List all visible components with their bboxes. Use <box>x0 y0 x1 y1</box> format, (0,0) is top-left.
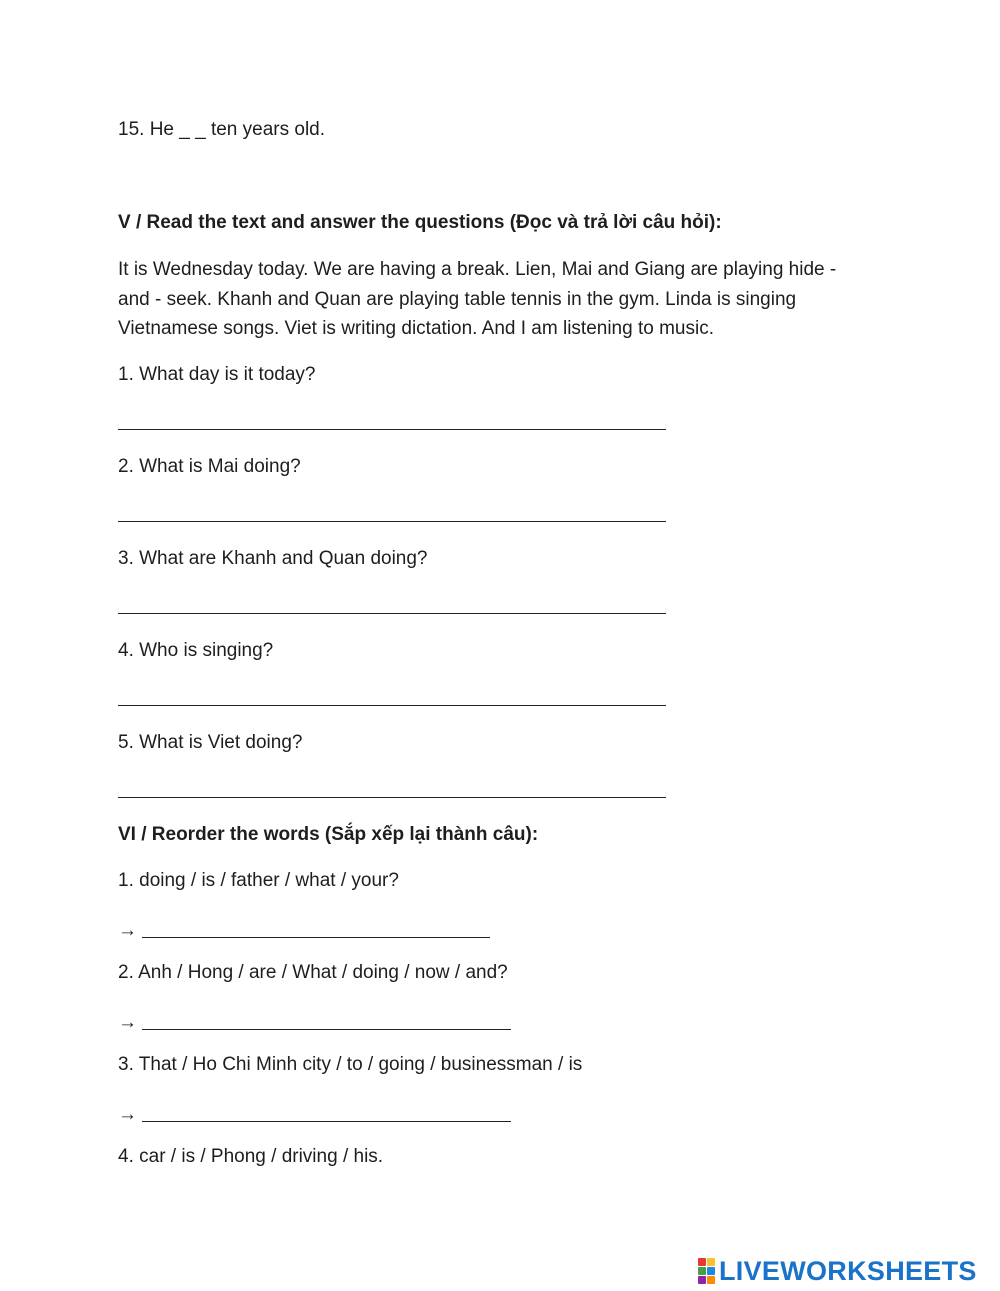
reading-passage <box>118 255 878 344</box>
reorder-item-1: 1. doing / is / father / what / your? <box>118 870 399 891</box>
liveworksheets-logo[interactable] <box>698 1257 977 1285</box>
question-15: 15. He _ _ ten years old. <box>118 119 326 140</box>
reading-question-1: 1. What day is it today? <box>118 364 316 385</box>
arrow-right-icon: → <box>118 920 137 941</box>
answer-line-4[interactable] <box>118 705 666 706</box>
reading-question-3: 3. What are Khanh and Quan doing? <box>118 548 428 569</box>
reading-question-4: 4. Who is singing? <box>118 640 274 661</box>
answer-line-3[interactable] <box>118 613 666 614</box>
reading-question-2: 2. What is Mai doing? <box>118 456 301 477</box>
answer-line-1[interactable] <box>118 429 666 430</box>
passage-line: and - seek. Khanh and Quan are playing table tennis in the gym. Linda is singing <box>118 288 797 310</box>
section-vi-heading: VI / Reorder the words (Sắp xếp lại thành câu): <box>118 824 539 845</box>
reorder-item-4: 4. car / is / Phong / driving / his. <box>118 1146 384 1167</box>
section-v-heading: V / Read the text and answer the questions (Đọc và trả lời câu hỏi): <box>118 212 722 233</box>
reorder-item-3: 3. That / Ho Chi Minh city / to / going / businessman / is <box>118 1054 583 1075</box>
arrow-right-icon: → <box>118 1012 137 1033</box>
answer-line-2[interactable] <box>118 521 666 522</box>
passage-line: Vietnamese songs. Viet is writing dictation. And I am listening to music. <box>118 318 714 339</box>
reading-question-5: 5. What is Viet doing? <box>118 732 303 753</box>
logo-blocks-icon <box>698 1258 715 1284</box>
arrow-right-icon: → <box>118 1104 137 1125</box>
answer-line-5[interactable] <box>118 797 666 798</box>
reorder-answer-line-1[interactable] <box>142 937 490 938</box>
logo-text: LIVEWORKSHEETS <box>719 1256 977 1286</box>
passage-line: It is Wednesday today. We are having a break. Lien, Mai and Giang are playing hide - <box>118 259 837 280</box>
reorder-item-2: 2. Anh / Hong / are / What / doing / now / and? <box>118 962 508 983</box>
reorder-answer-line-2[interactable] <box>142 1029 511 1030</box>
reorder-answer-line-3[interactable] <box>142 1121 511 1122</box>
